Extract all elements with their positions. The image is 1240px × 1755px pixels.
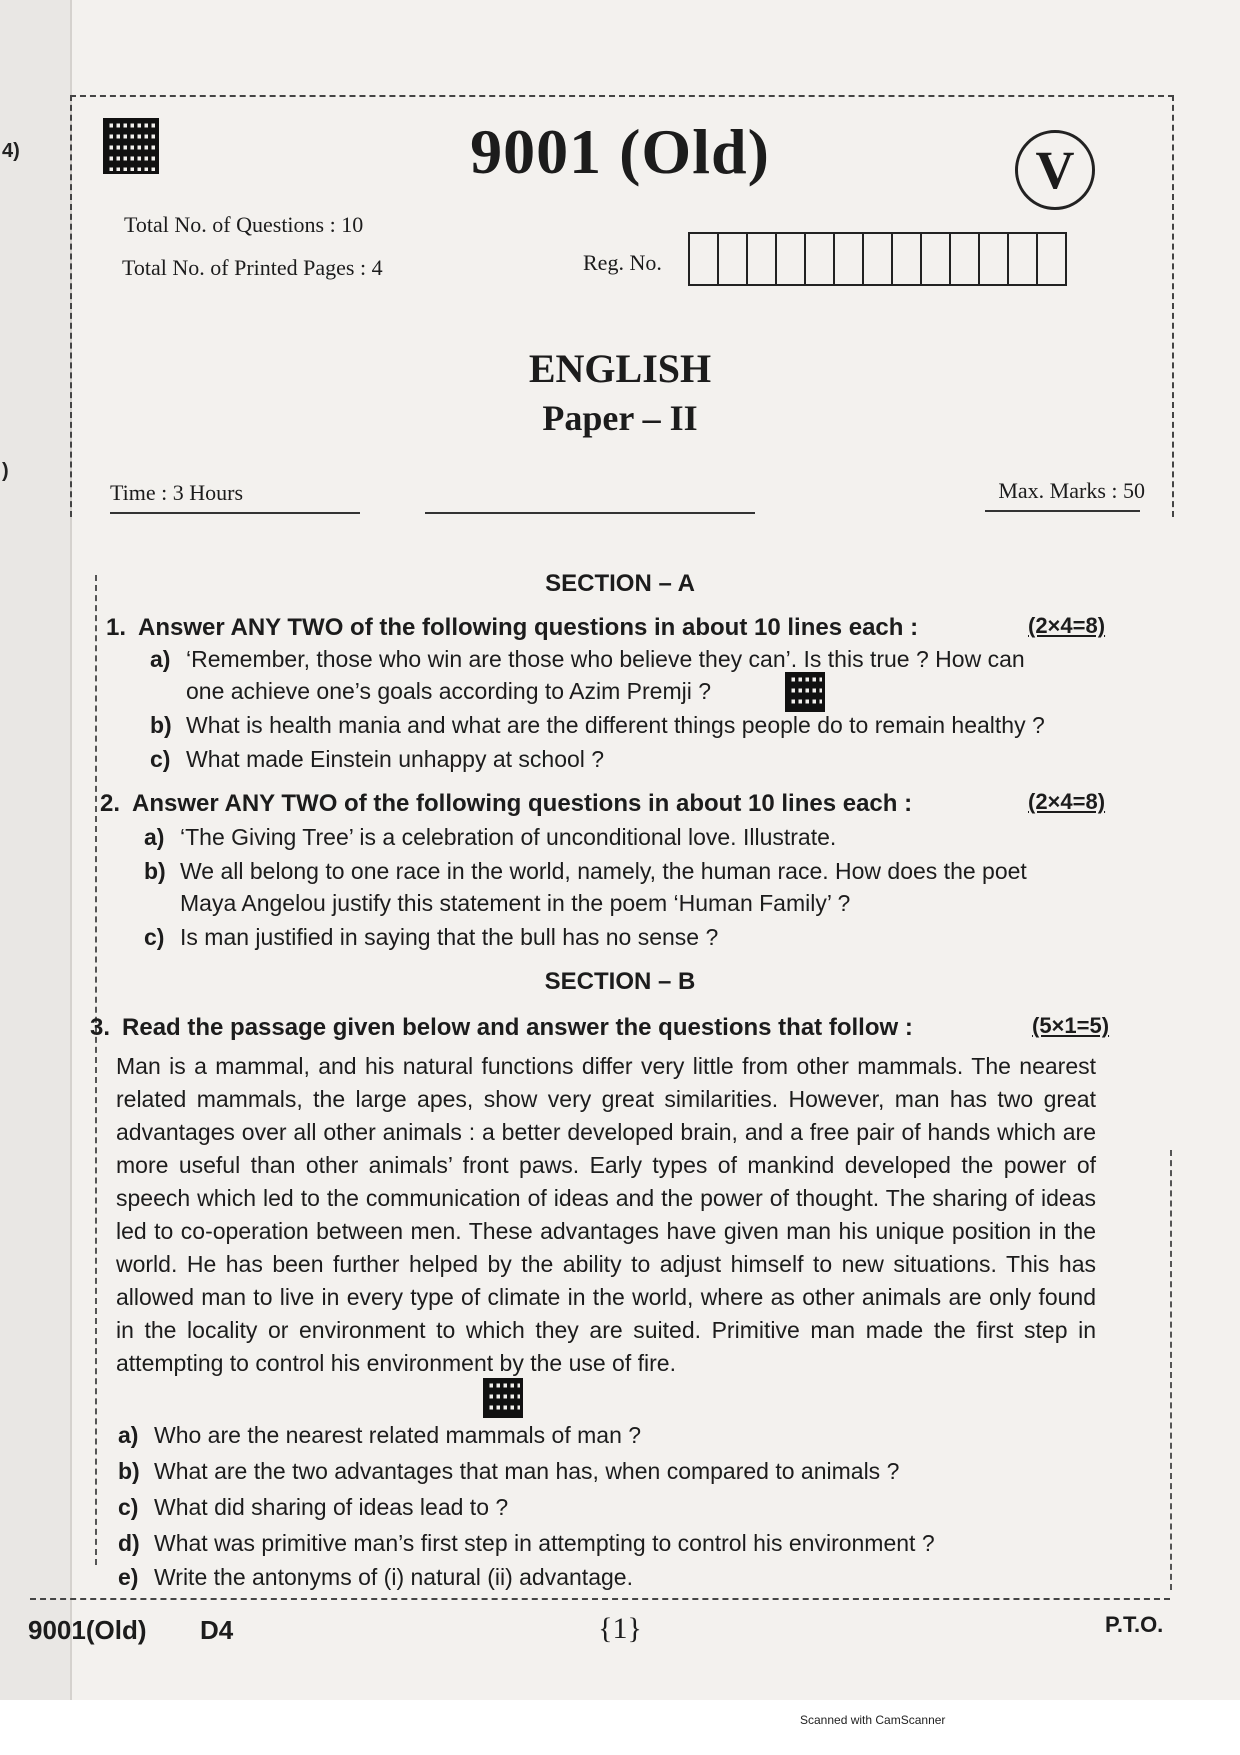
item-label: a): [144, 824, 165, 850]
question-1: [106, 614, 918, 642]
divider: [110, 512, 360, 514]
item-text: ‘Remember, those who win are those who believe they can’. Is this true ? How can: [186, 646, 1025, 672]
item-text: What did sharing of ideas lead to ?: [154, 1494, 509, 1520]
item-text: Who are the nearest related mammals of man ?: [154, 1422, 642, 1448]
left-margin-rule: [95, 575, 97, 1565]
footer-paper-code: 9001(Old): [28, 1615, 147, 1645]
qr-code-icon: [785, 672, 825, 712]
reg-box: [690, 234, 719, 284]
divider: [425, 512, 755, 514]
item-label: e): [118, 1564, 139, 1590]
previous-page-edge: [0, 0, 72, 1700]
reg-box: [806, 234, 835, 284]
max-marks: Max. Marks : 50: [998, 478, 1145, 503]
subject-title: ENGLISH: [528, 346, 712, 391]
time-allowed: Time : 3 Hours: [110, 480, 244, 505]
question-2b-cont: Maya Angelou justify this statement in the poem ‘Human Family’ ?: [180, 890, 851, 916]
question-3a: [118, 1420, 641, 1451]
item-label: c): [150, 746, 171, 772]
item-label: c): [144, 924, 165, 950]
divider: [985, 510, 1140, 512]
item-text: ‘The Giving Tree’ is a celebration of unconditional love. Illustrate.: [180, 824, 837, 850]
question-number: 3.: [90, 1014, 111, 1041]
reg-box: [980, 234, 1009, 284]
scanner-watermark: Scanned with CamScanner: [800, 1713, 946, 1727]
page-number: {1}: [598, 1612, 642, 1645]
reg-box: [777, 234, 806, 284]
question-1a-cont: one achieve one’s goals according to Azim Premji ?: [186, 678, 712, 704]
reg-box: [1038, 234, 1067, 284]
question-2b: [144, 856, 1027, 887]
item-text: Write the antonyms of (i) natural (ii) advantage.: [154, 1564, 633, 1590]
question-2a: [144, 822, 836, 853]
section-b-title: SECTION – B: [544, 968, 696, 995]
question-1b: [150, 710, 1045, 741]
qr-code-icon: [483, 1378, 523, 1418]
bottom-border: [30, 1598, 1170, 1600]
reg-box: [719, 234, 748, 284]
item-label: b): [118, 1458, 140, 1484]
reg-box: [893, 234, 922, 284]
item-text: What are the two advantages that man has, when compared to animals ?: [154, 1458, 900, 1484]
question-2-marks: (2×4=8): [1028, 789, 1106, 814]
question-3d: [118, 1528, 935, 1559]
question-1c: [150, 744, 604, 775]
reg-box: [951, 234, 980, 284]
item-label: b): [144, 858, 166, 884]
item-label: d): [118, 1530, 140, 1556]
edge-mark-top: 4): [2, 140, 20, 162]
version-badge: V: [1015, 130, 1095, 210]
question-3: [90, 1014, 913, 1042]
paper-title: Paper – II: [542, 398, 698, 438]
item-label: c): [118, 1494, 139, 1520]
question-2c: [144, 922, 718, 953]
item-text: Is man justified in saying that the bull has no sense ?: [180, 924, 719, 950]
right-margin-rule: [1170, 1150, 1172, 1590]
total-questions: Total No. of Questions : 10: [124, 212, 364, 237]
question-3b: [118, 1456, 899, 1487]
item-text: We all belong to one race in the world, namely, the human race. How does the poet: [180, 858, 1027, 884]
item-text: What was primitive man’s first step in attempting to control his environment ?: [154, 1530, 935, 1556]
question-number: 1.: [106, 614, 127, 641]
please-turn-over: P.T.O.: [1105, 1612, 1164, 1637]
reg-box: [864, 234, 893, 284]
reg-no-label: Reg. No.: [583, 250, 662, 275]
question-1-marks: (2×4=8): [1028, 613, 1106, 638]
section-a-title: SECTION – A: [545, 570, 695, 597]
question-3c: [118, 1492, 508, 1523]
reg-box: [922, 234, 951, 284]
item-text: What made Einstein unhappy at school ?: [186, 746, 605, 772]
item-label: a): [150, 646, 171, 672]
question-3-marks: (5×1=5): [1032, 1013, 1110, 1038]
reading-passage: Man is a mammal, and his natural functions differ very little from other mammals. The nearest related mammals, the large apes, show very great similarities. However, man has two great advantages over all other animals : a better developed brain, and a free pair of hands which are more useful than other animals’ front paws. Early types of mankind developed the power of speech which led to the communication of ideas and the power of thought. The sharing of ideas led to co-operation between men. These advantages have given man his unique position in the world. He has been further helped by the ability to adjust himself to new situations. This has allowed man to live in every type of climate in the world, where as other animals are only found in the locality or environment to which they are suited. Primitive man made the first step in attempting to control his environment by the use of fire.: [116, 1053, 1096, 1376]
item-text: What is health mania and what are the different things people do to remain healthy ?: [186, 712, 1045, 738]
question-text: Read the passage given below and answer the questions that follow :: [122, 1014, 913, 1041]
footer-series: D4: [200, 1615, 234, 1645]
reg-box: [835, 234, 864, 284]
edge-mark-mid: ): [2, 460, 9, 482]
item-label: b): [150, 712, 172, 738]
paper-code-title: 9001 (Old): [470, 116, 770, 187]
total-pages: Total No. of Printed Pages : 4: [122, 255, 383, 280]
reg-box: [748, 234, 777, 284]
question-3e: [118, 1562, 633, 1593]
scan-margin: [0, 1700, 1240, 1755]
reg-box: [1009, 234, 1038, 284]
question-text: Answer ANY TWO of the following questions in about 10 lines each :: [132, 790, 913, 817]
question-number: 2.: [100, 790, 121, 817]
question-2: [100, 790, 912, 818]
reg-no-boxes: [688, 232, 1067, 286]
question-1a: [150, 644, 1025, 675]
item-label: a): [118, 1422, 139, 1448]
question-text: Answer ANY TWO of the following questions in about 10 lines each :: [138, 614, 919, 641]
